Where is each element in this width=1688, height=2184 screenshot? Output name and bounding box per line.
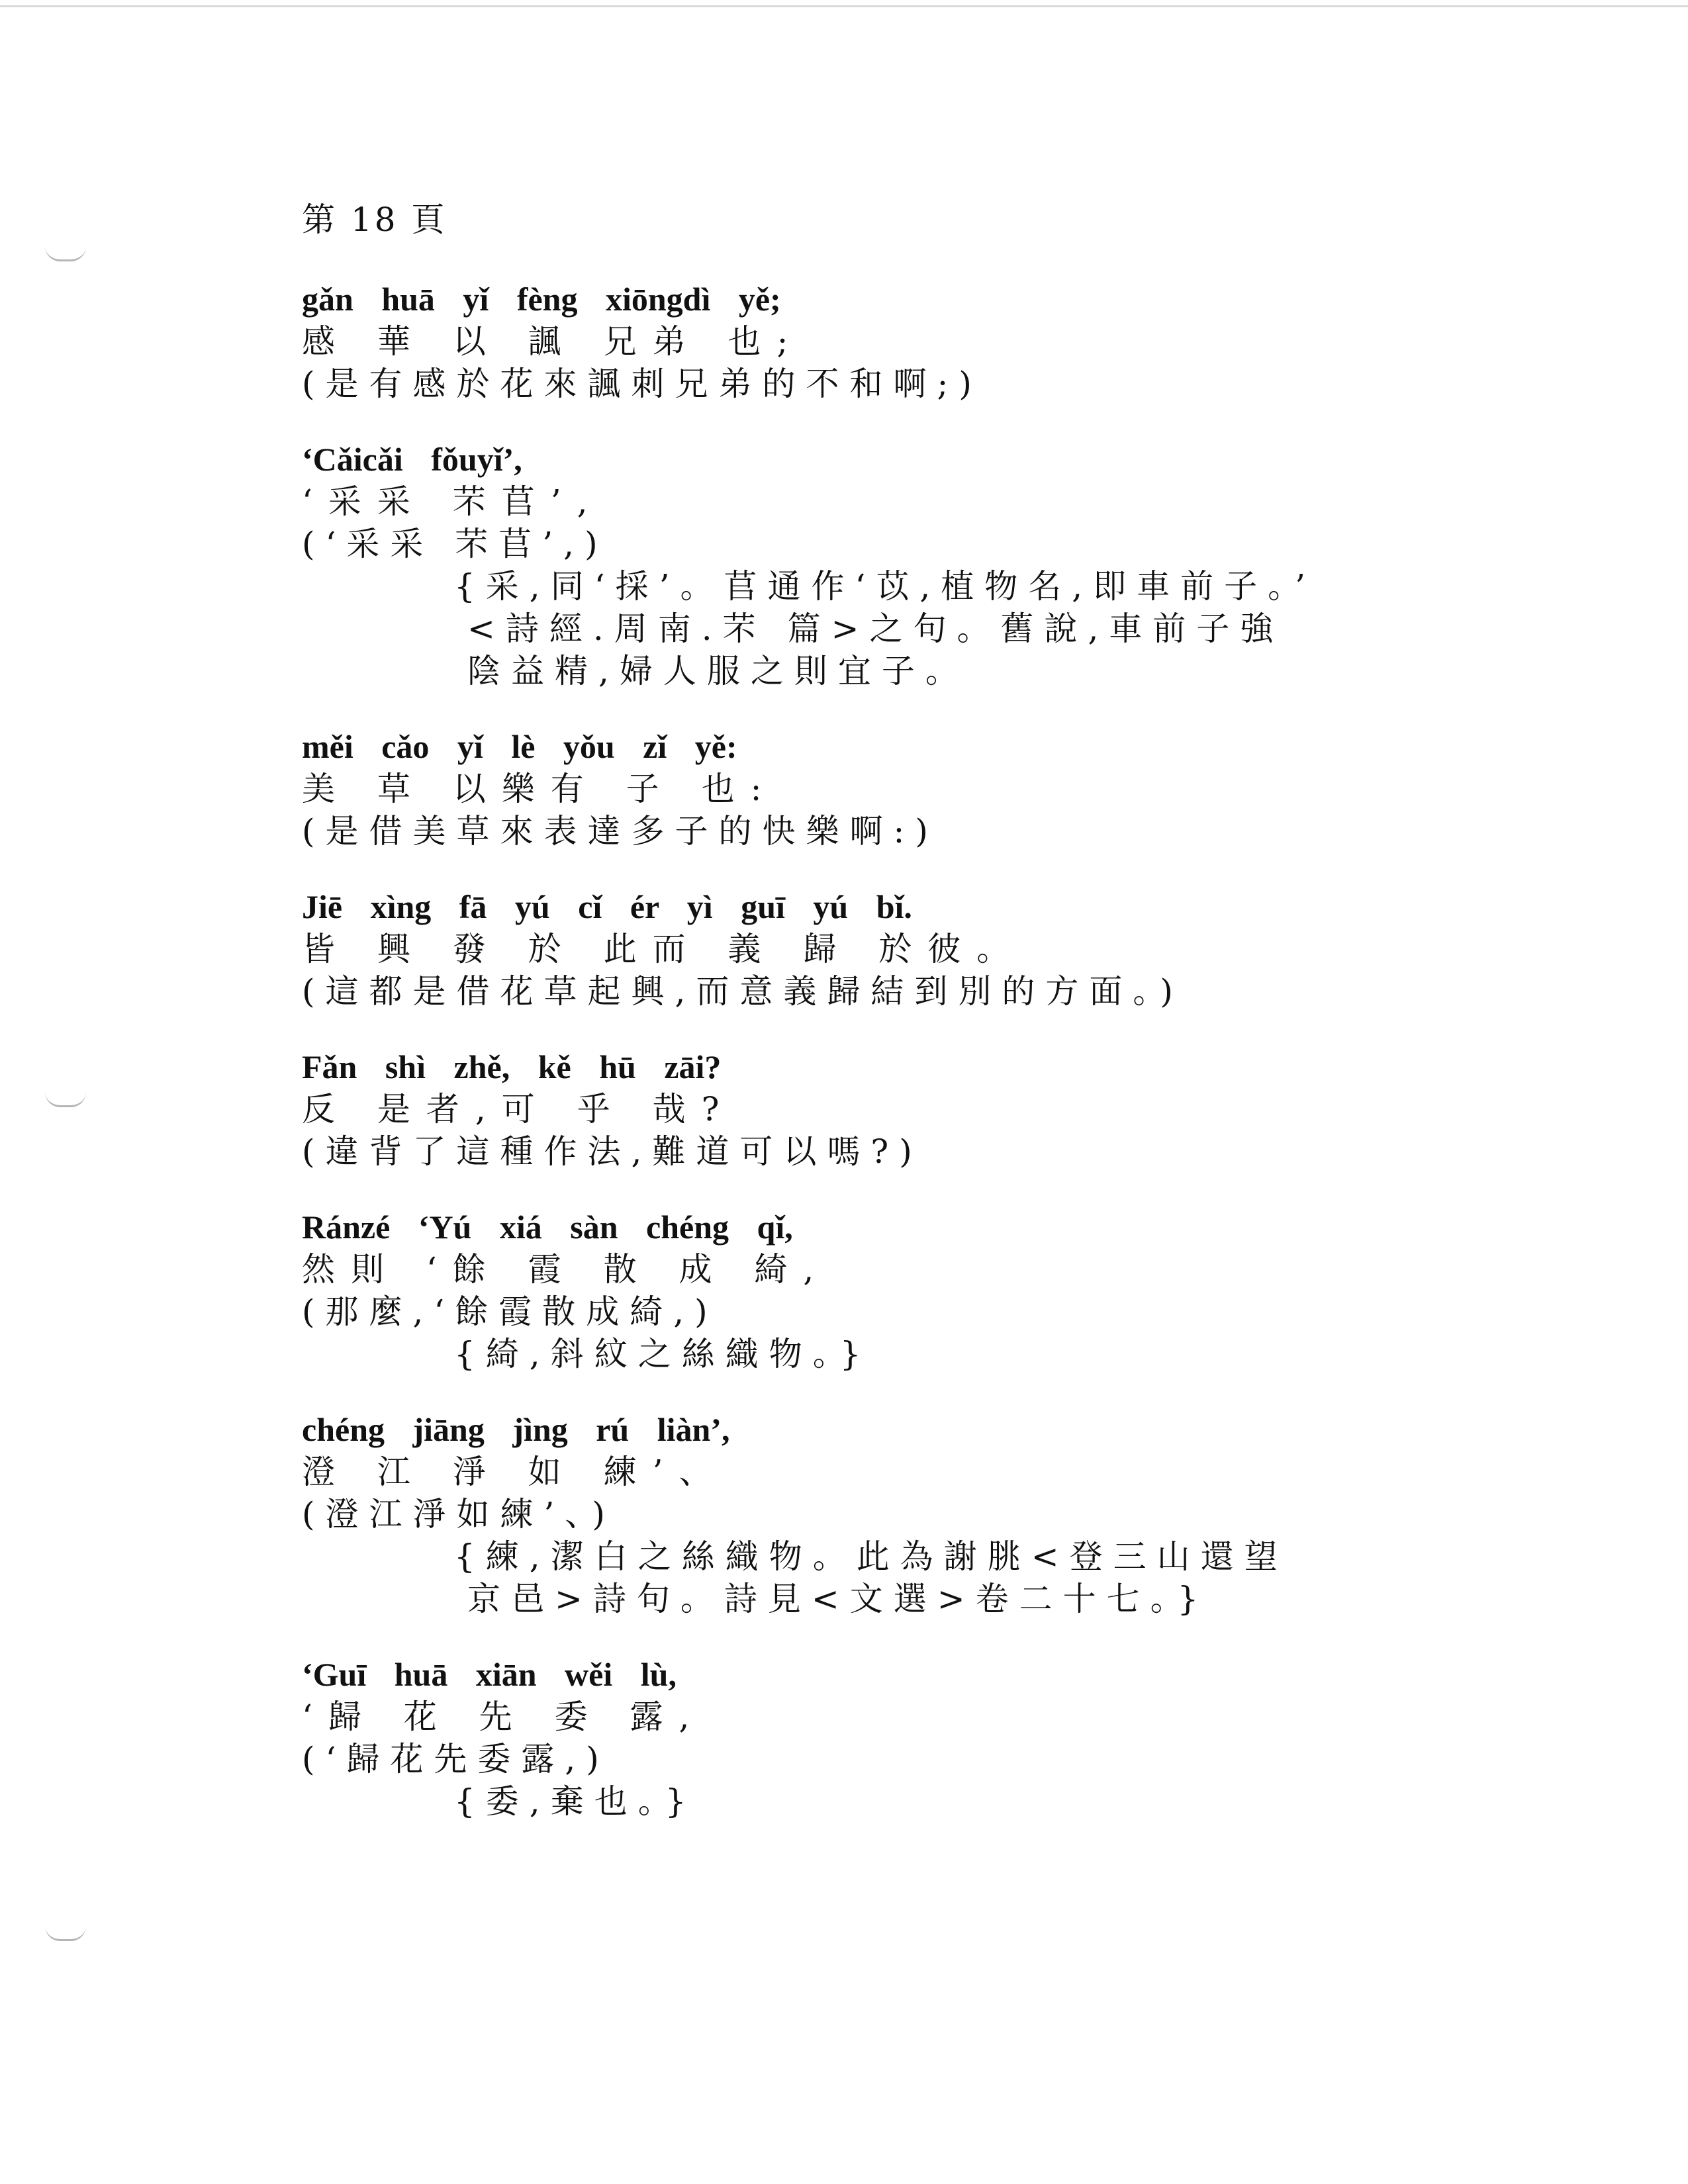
pinyin-line: ‘Cǎicǎi fǒuyǐ’,: [302, 441, 522, 478]
verse-block: [302, 278, 1427, 405]
annotation-line: {綺,斜紋之絲織物。}: [454, 1335, 872, 1373]
translation-line: (是有感於花來諷刺兄弟的不和啊;): [302, 365, 982, 403]
pinyin-line: měi cǎo yǐ lè yǒu zǐ yě:: [302, 728, 737, 765]
scan-edge-line: [0, 5, 1688, 7]
punch-hole-mark: [45, 246, 86, 261]
translation-line: (那麼,‘餘霞散成綺,): [302, 1293, 718, 1331]
verse-block: [302, 1046, 1427, 1173]
chinese-line: ‘采采 芣苢’,: [302, 482, 604, 521]
annotation-line: {委,棄也。}: [454, 1782, 697, 1821]
translation-line: (‘采采 芣苢’,): [302, 525, 608, 563]
punch-hole-mark: [45, 1926, 86, 1941]
pinyin-line: Fǎn shì zhě, kě hū zāi?: [302, 1048, 722, 1085]
annotation-line: {練,潔白之絲織物。此為謝朓<登三山還望: [454, 1537, 1288, 1576]
text-blocks: [302, 278, 1427, 1856]
translation-line: (這都是借花草起興,而意義歸結到別的方面。): [302, 972, 1184, 1011]
chinese-line: ‘歸 花 先 委 露,: [302, 1698, 706, 1736]
verse-block: [302, 1206, 1427, 1375]
verse-block: [302, 1408, 1427, 1620]
chinese-line: 澄 江 淨 如 練’、: [302, 1453, 728, 1491]
annotation-line: 京邑>詩句。詩見<文選>卷二十七。}: [467, 1580, 1209, 1618]
annotation-line: {采,同‘採’。苢通作‘苡,植物名,即車前子。’: [454, 567, 1317, 606]
punch-hole-mark: [45, 1092, 86, 1107]
pinyin-line: gǎn huā yǐ fèng xiōngdì yě;: [302, 281, 781, 318]
verse-block: [302, 886, 1427, 1013]
verse-block: [302, 725, 1427, 852]
verse-block: [302, 438, 1427, 692]
translation-line: (是借美草來表達多子的快樂啊:): [302, 812, 939, 850]
chinese-line: 皆 興 發 於 此而 義 歸 於彼。: [302, 930, 1026, 968]
chinese-line: 然則 ‘餘 霞 散 成 綺,: [302, 1250, 830, 1289]
chinese-line: 美 草 以樂有 子 也:: [302, 770, 778, 808]
annotation-line: <詩經.周南.芣 篇>之句。舊說,車前子強: [467, 610, 1284, 648]
translation-line: (‘歸花先委露,): [302, 1740, 610, 1778]
pinyin-line: Jiē xìng fā yú cǐ ér yì guī yú bǐ.: [302, 888, 912, 925]
pinyin-line: chéng jiāng jìng rú liàn’,: [302, 1411, 730, 1448]
chinese-line: 感 華 以 諷 兄弟 也;: [302, 322, 804, 361]
pinyin-line: ‘Guī huā xiān wěi lù,: [302, 1656, 677, 1693]
translation-line: (違背了這種作法,難道可以嗎?): [302, 1132, 923, 1171]
translation-line: (澄江淨如練’、): [302, 1495, 616, 1533]
verse-block: [302, 1653, 1427, 1823]
page-title: 第 18 頁: [302, 201, 447, 239]
pinyin-line: Ránzé ‘Yú xiá sàn chéng qǐ,: [302, 1208, 793, 1246]
chinese-line: 反 是者,可 乎 哉?: [302, 1090, 735, 1128]
annotation-line: 陰益精,婦人服之則宜子。: [467, 652, 969, 690]
